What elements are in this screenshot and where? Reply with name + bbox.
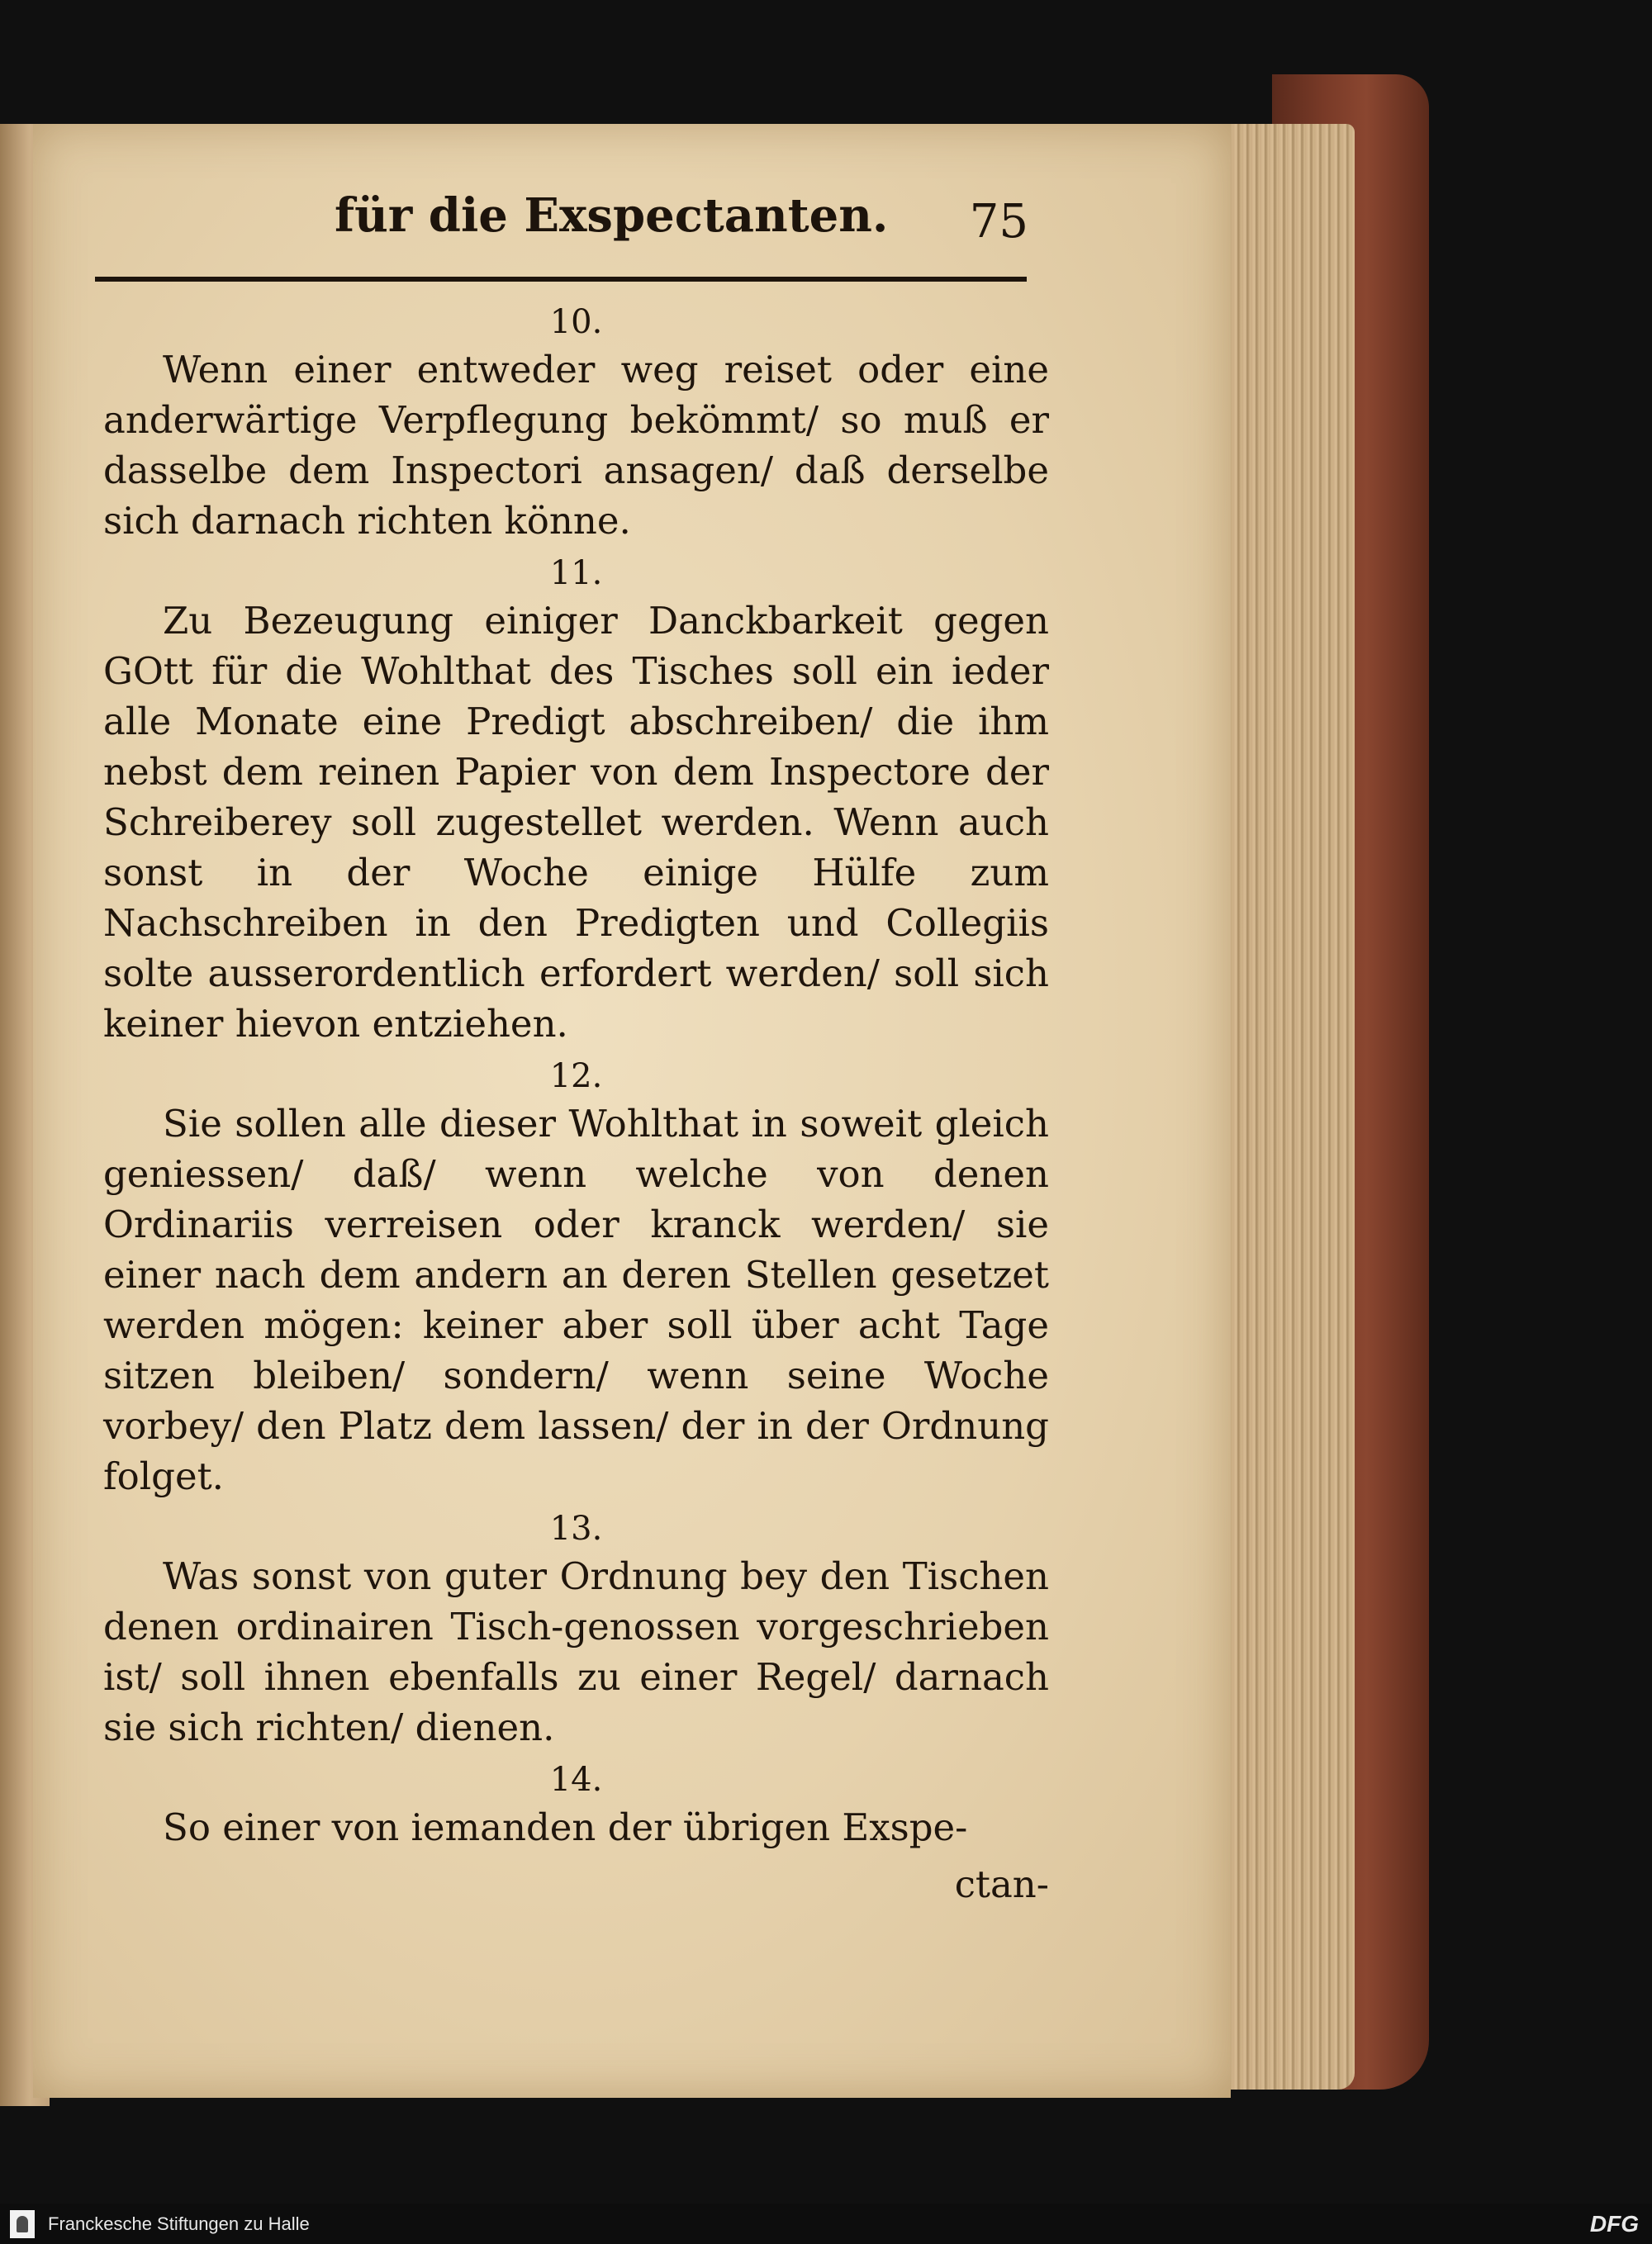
catchword: ctan-	[954, 1862, 1049, 1906]
section-number: 14.	[549, 1761, 603, 1799]
page-number: 75	[969, 195, 1028, 249]
section-number: 11.	[549, 554, 603, 592]
section-text: Zu Bezeugung einiger Danckbarkeit gegen GOtt für die Wohlthat des Tisches soll ein ieder alle Monate eine Predigt abschreiben/ die ihm nebst dem reinen Papier von dem Inspectore der Schreiberey soll zugestellet werden. Wenn auch sonst in der Woche einige Hülfe zum Nachschreiben in den Predigten und Collegiis solte ausserordentlich erfordert werden/ soll sich keiner hievon entziehen.	[103, 599, 1049, 1046]
page-body	[103, 301, 1049, 1910]
section-text: Wenn einer entweder weg reiset oder eine anderwärtige Verpflegung bekömmt/ so muß er dasselbe dem Inspectori ansagen/ daß derselbe sich darnach richten könne.	[103, 348, 1049, 543]
section-14	[103, 1759, 1049, 1853]
section-number: 12.	[549, 1057, 603, 1095]
page-edges	[1214, 124, 1355, 2090]
building-icon	[17, 2216, 28, 2232]
section-number: 13.	[549, 1510, 603, 1548]
section-11	[103, 553, 1049, 1049]
running-head	[95, 188, 1028, 279]
section-text: So einer von iemanden der übrigen Exspe-	[163, 1805, 968, 1849]
section-13	[103, 1508, 1049, 1753]
header-rule	[95, 277, 1027, 282]
dfg-logo[interactable]: DFG	[1589, 2211, 1639, 2237]
section-12	[103, 1056, 1049, 1502]
viewer-footer	[0, 2204, 1652, 2244]
institution-link[interactable]: Franckesche Stiftungen zu Halle	[48, 2213, 310, 2234]
institution-logo-icon[interactable]	[10, 2210, 35, 2238]
running-head-title: für die Exspectanten.	[335, 188, 889, 243]
section-10	[103, 301, 1049, 546]
section-number: 10.	[549, 303, 603, 341]
section-text: Sie sollen alle dieser Wohlthat in soweit gleich geniessen/ daß/ wenn welche von denen Ordinariis verreisen oder kranck werden/ sie einer nach dem andern an deren Stellen gesetzet werden mögen: keiner aber soll über acht Tage sitzen bleiben/ sondern/ wenn seine Woche vorbey/ den Platz dem lassen/ der in der Ordnung folget.	[103, 1102, 1049, 1498]
section-text: Was sonst von guter Ordnung bey den Tischen denen ordinairen Tisch-genossen vorgeschrieben ist/ soll ihnen ebenfalls zu einer Regel/ darnach sie sich richten/ dienen.	[103, 1554, 1049, 1749]
